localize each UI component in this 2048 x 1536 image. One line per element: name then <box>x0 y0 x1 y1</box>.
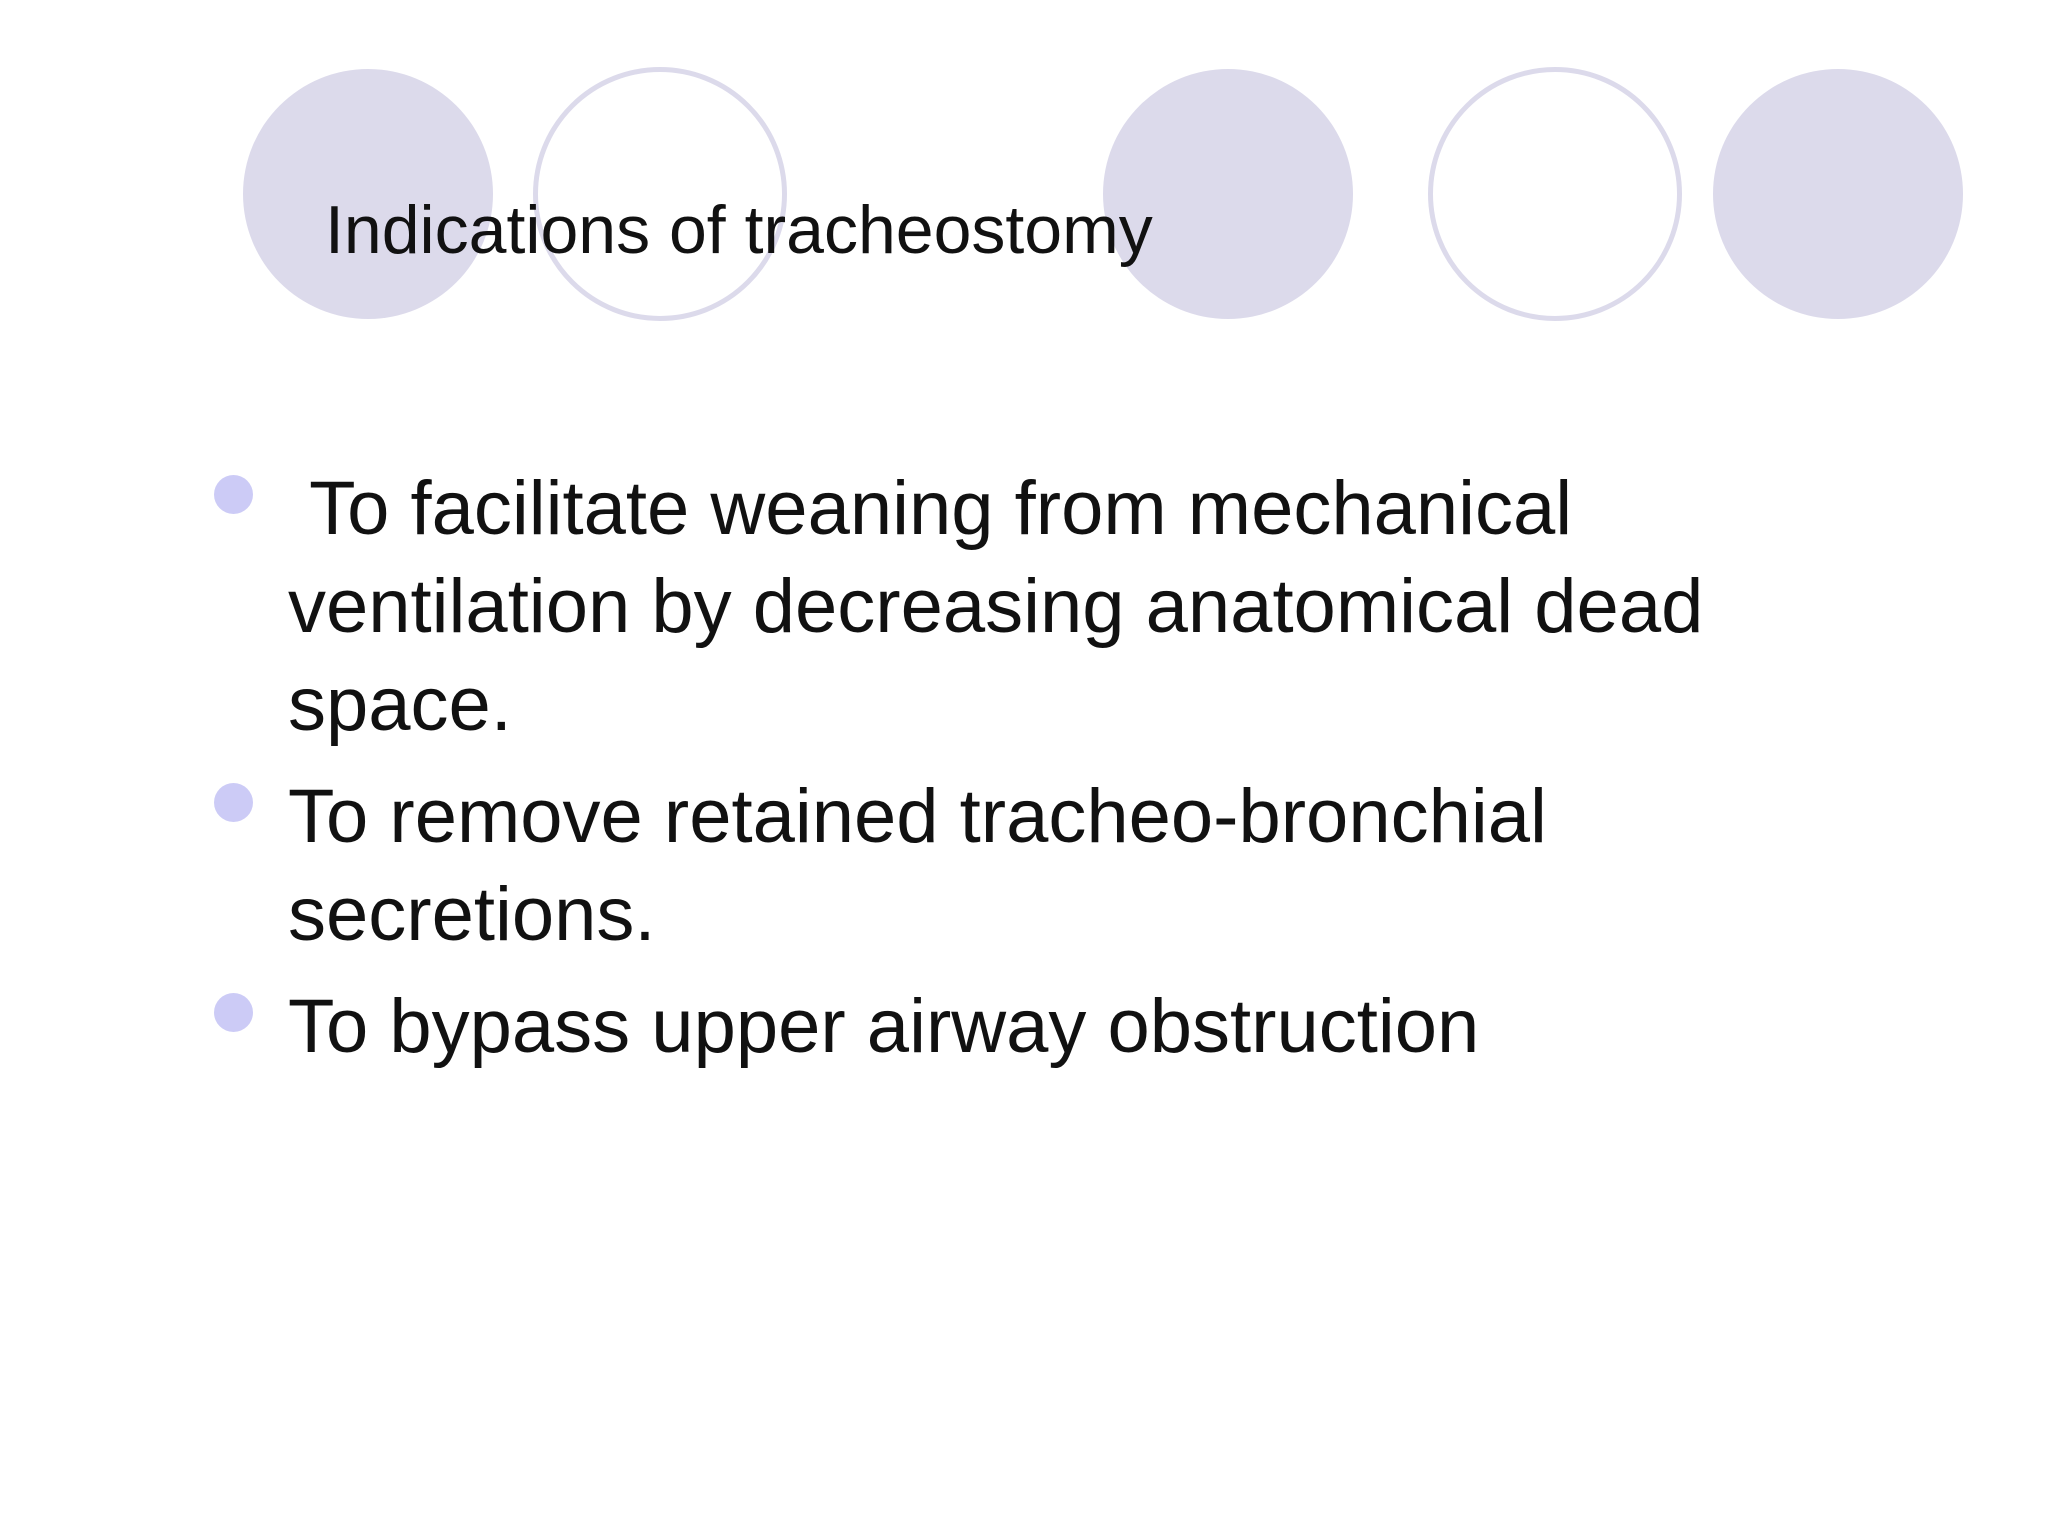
bullet-list <box>214 460 1854 1090</box>
decor-circle-outline-2 <box>1428 67 1682 321</box>
bullet-item <box>214 978 1854 1076</box>
decor-circle-filled-3 <box>1713 69 1963 319</box>
bullet-text: To facilitate weaning from mechanical ventilation by decreasing anatomical dead space. <box>288 466 1725 747</box>
slide-title: Indications of tracheostomy <box>325 192 1153 268</box>
bullet-text: To bypass upper airway obstruction <box>288 984 1480 1069</box>
bullet-dot-icon <box>214 475 253 514</box>
bullet-dot-icon <box>214 783 253 822</box>
bullet-text: To remove retained tracheo-bronchial secretions. <box>288 774 1569 957</box>
bullet-item <box>214 460 1854 754</box>
bullet-item <box>214 768 1854 964</box>
bullet-dot-icon <box>214 993 253 1032</box>
